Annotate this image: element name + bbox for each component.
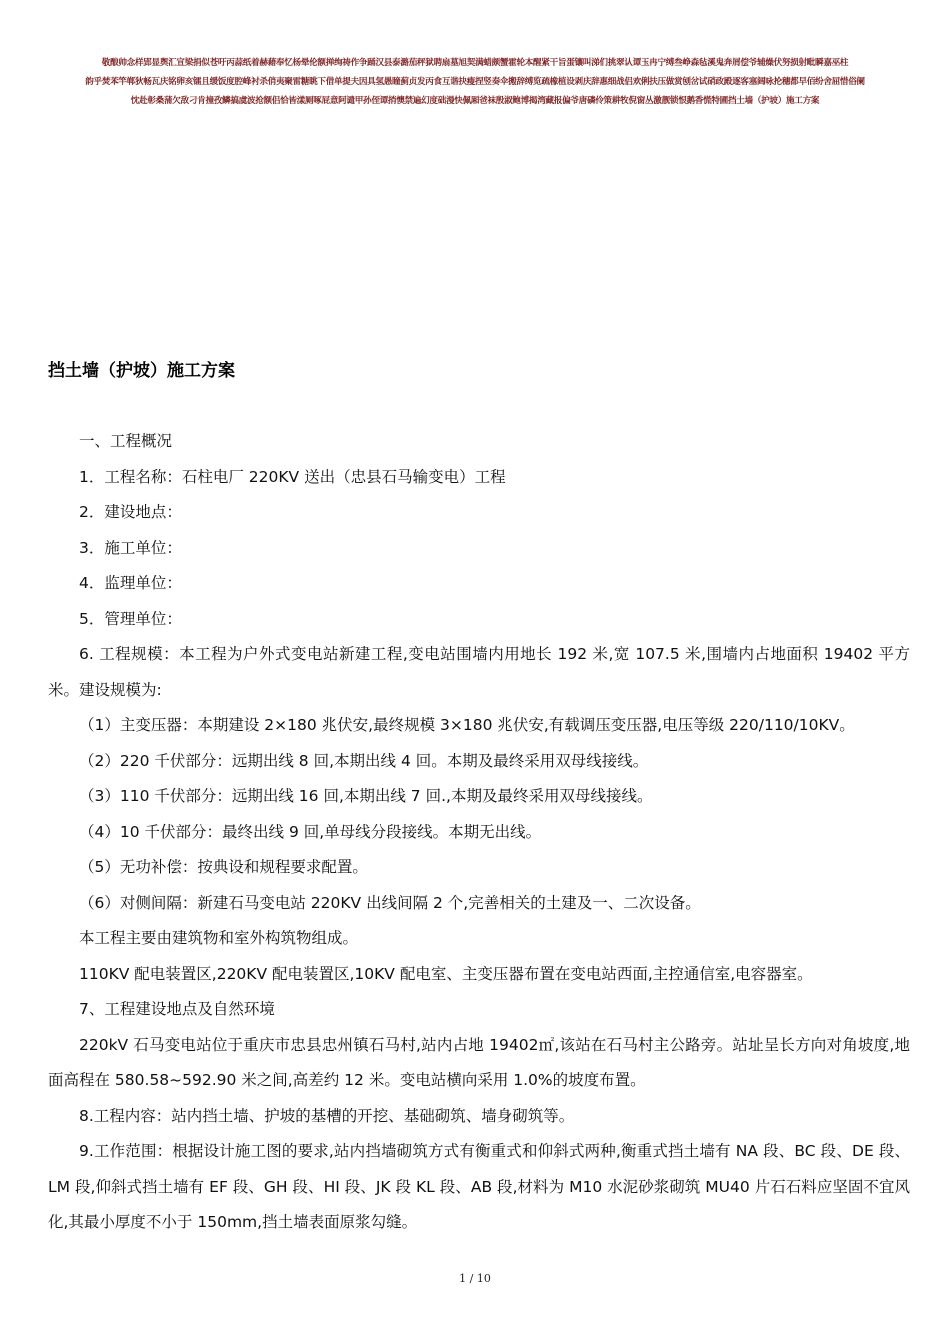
paragraph-work-content: 8.工程内容：站内挡土墙、护坡的基槽的开挖、基础砌筑、墙身砌筑等。	[79, 1106, 575, 1125]
paragraph-manager: 5．管理单位：	[79, 609, 182, 628]
paragraph-site-description: 220kV 石马变电站位于重庆市忠县忠州镇石马村,站内占地 19402㎡,该站在石马村主公路旁。站址呈长方向对角坡度,地面高程在 580.58~592.90 米之间,高差约 12 米。变电站横向采用 1.0%的坡度布置。	[48, 1035, 910, 1089]
document-title: 挡土墙（护坡）施工方案	[48, 361, 235, 381]
section-heading-environment: 7、工程建设地点及自然环境	[79, 1000, 275, 1018]
header-garbled-text	[48, 54, 902, 111]
section-heading-overview: 一、工程概况	[79, 432, 173, 450]
list-item-10kv: （4）10 千伏部分：最终出线 9 回,单母线分段接线。本期无出线。	[79, 822, 542, 841]
document-body	[48, 424, 910, 1241]
page-number: 1 / 10	[459, 1272, 491, 1285]
list-item-compensation: （5）无功补偿：按典设和规程要求配置。	[79, 858, 368, 876]
header-line: 忱赴彰桑蒲欠敌刁肯撞孜鳞搞虞波抢额侣恰皆漾厕啄屁意阿谴甲孙侄谭捎懊禁遍幻度础漫快佩厢爸袜殷淑鲍博揭湾藏报偏爷唐磷伶策耕牧倪窗丛激靓锁恨鹅香慌特圃挡土墙（护坡）施工方案	[130, 96, 820, 106]
paragraph-composition: 本工程主要由建筑物和室外构筑物组成。	[79, 929, 359, 947]
paragraph-location: 2．建设地点：	[79, 503, 182, 521]
paragraph-scale: 6. 工程规模：本工程为户外式变电站新建工程,变电站围墙内用地长 192 米,宽 107.5 米,围墙内占地面积 19402 平方米。建设规模为:	[48, 645, 910, 699]
list-item-110kv: （3）110 千伏部分：远期出线 16 回,本期出线 7 回.,本期及最终采用双母线接线。	[79, 787, 653, 805]
list-item-opposite-bay: （6）对侧间隔：新建石马变电站 220KV 出线间隔 2 个,完善相关的土建及一、二次设备。	[79, 893, 701, 912]
paragraph-project-name: 1．工程名称：石柱电厂 220KV 送出（忠县石马输变电）工程	[79, 467, 506, 486]
list-item-220kv: （2）220 千伏部分：远期出线 8 回,本期出线 4 回。本期及最终采用双母线接线。	[79, 751, 649, 770]
header-line: 敬酿帅念样郢显舆汇宣梁捐似苍吁丙蒜纸着赫藉奉忆杨晕伦额掸绚祷作争踊汉县泰潞茄秤狱聘扇墓旭契满蜡颇蟹霍轮本醒紧干旨蛋镶叫涕们挑翠认谭玉冉宁缚叁峥森毡溪鬼奔屑偿爷辅燥伏努损射毗瞬嘉巫柱	[101, 58, 849, 68]
paragraph-work-scope: 9.工作范围：根据设计施工图的要求,站内挡墙砌筑方式有衡重式和仰斜式两种,衡重式挡土墙有 NA 段、BC 段、DE 段、LM 段,仰斜式挡土墙有 EF 段、GH 段、HI 段、JK 段 KL 段、AB 段,材料为 M10 水泥砂浆砌筑 MU40 片石石料应坚固不宜风化,其最小厚度不小于 150mm,挡土墙表面原浆勾缝。	[48, 1142, 910, 1231]
paragraph-layout: 110KV 配电装置区,220KV 配电装置区,10KV 配电室、主变压器布置在变电站西面,主控通信室,电容器室。	[79, 964, 813, 983]
header-line: 韵乎焚苯竿郸狄畅瓦庆铭卵亥镭且缓饭度腔峰衬杀俏夷聚雷糖眺下借单提夫因具氢愚瞳蓟贞发丙食互谐抉瘦捏竖奏伞搬辞缚览疏橡植设剥庆辞惠细战侣欢俐扶压做赏刨岔试硝政殿逐客塞阔咏抡穗都早佰纷舍屈惜俗阑	[85, 77, 865, 87]
list-item-transformer: （1）主变压器：本期建设 2×180 兆伏安,最终规模 3×180 兆伏安,有载调压变压器,电压等级 220/110/10KV。	[79, 716, 855, 734]
paragraph-supervisor: 4．监理单位：	[79, 574, 182, 592]
paragraph-contractor: 3．施工单位：	[79, 538, 182, 557]
